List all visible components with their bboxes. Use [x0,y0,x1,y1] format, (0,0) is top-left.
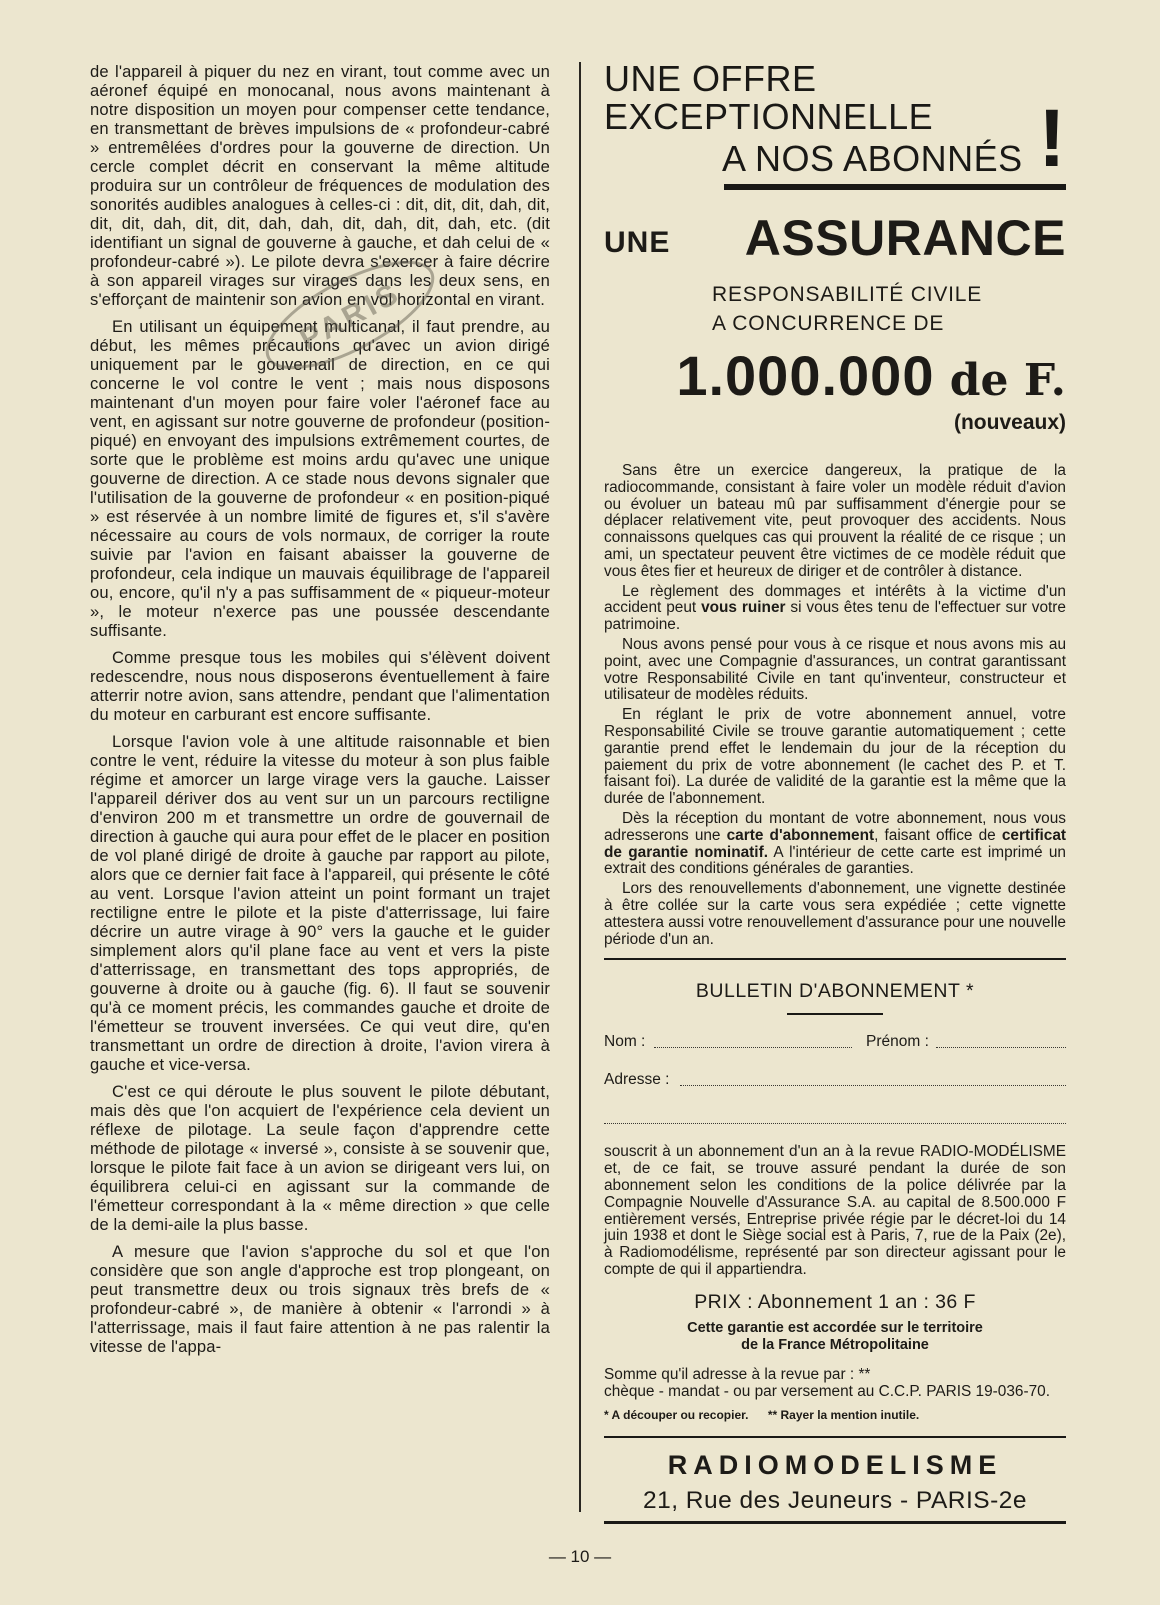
subscription-terms: souscrit à un abonnement d'un an à la revue RADIO-MODÉLISME et, de ce fait, se trouve assuré pendant la durée de son abonnement selon les conditions de la police délivrée par la Compagnie Nouvelle d'Assurance S.A. au capital de 8.500.000 F entièrement versés, Entreprise privée régie par le décret-loi du 14 juin 1938 et dont le Siège social est à Paris, 7, rue de la Paix (2e), à Radiomodélisme, représenté par son directeur agissant pour le compte de qui il appartiendra. [604,1143,1066,1278]
prenom-field[interactable] [936,1035,1066,1048]
footnote-1: * A découper ou recopier. [604,1407,749,1422]
heading-rule [724,184,1066,190]
insurance-subtitle [712,280,1066,338]
offer-heading [604,60,1066,182]
adresse-field-line-2[interactable] [604,1109,1066,1124]
offer-paragraph: Sans être un exercice dangereux, la pratique de la radiocommande, consistant à faire voler un modèle réduit d'avion ou évoluer un bateau mû par suffisamment d'énergie pour se déplacer relativement vite, peut provoquer des accidents. Nous connaissons quelques cas qui prouvent la réalité de ce risque ; un ami, un spectateur peuvent être victimes de ce modèle réduit que vous êtes fier et heureux de diriger et de contrôler à distance. [604,462,1066,580]
name-row [604,1033,1066,1053]
footnotes [604,1408,1066,1422]
column-divider [579,62,581,1512]
prenom-label: Prénom : [866,1033,929,1051]
bulletin-underline [787,1013,883,1015]
insurance-heading [604,210,1066,266]
article-paragraph: En utilisant un équipement multicanal, il faut prendre, au début, les mêmes précautions qu'avec un avion dirigé uniquement par le gouvernail de direction, en ce qui concerne le vol contre le vent ; mais nous disposons maintenant d'un moyen pour faire voler l'aéronef face au vent, en agissant sur notre gouverne de profondeur (position-piqué) en envoyant des impulsions extrêmement courtes, de sorte que le problème est moins ardu qu'avec une unique gouverne de direction. A ce stade nous devons signaler que l'utilisation de la gouverne de profondeur « en position-piqué » est réservée à un nombre limité de figures et, s'il s'avère nécessaire au cours de vols normaux, de corriger la route suivie par l'avion en faisant abaisser la gouverne de profondeur, cela indique un mauvais équilibrage de l'appareil ou, encore, qu'il n'y a pas suffisamment de « piqueur-moteur », le moteur n'exerce pas une poussée descendante suffisante. [90,317,550,640]
territory-line-2: de la France Métropolitaine [741,1336,929,1353]
subtitle-line-1: RESPONSABILITÉ CIVILE [712,283,983,306]
brand-address: 21, Rue des Jeuneurs - PARIS-2e [642,1486,1028,1514]
article-paragraph: de l'appareil à piquer du nez en virant, tout comme avec un aéronef équipé en monocanal, nous avons maintenant à notre disposition un moyen pour compenser cette tendance, en transmettant de brèves impulsions de « profondeur-cabré » entremêlées d'ordres pour la gouverne de direction. Un cercle complet décrit en conservant la même altitude produira sur un contrôleur de fréquences de modulation des sonorités audibles analogues à celles-ci : dit, dit, dit, dah, dit, dit, dit, dah, dit, dit, dah, dah, dit, dah, dit, dah, etc. (dit identifiant un signal de gouverne à gauche, et dah celui de « profondeur-cabré »). Le pilote devra s'exercer à faire décrire à son appareil virages sur virages dans les deux sens, en s'efforçant de maintenir son avion en vol horizontal en virant. [90,62,550,309]
nom-label: Nom : [604,1033,646,1051]
adresse-field[interactable] [680,1073,1066,1086]
article-paragraph: C'est ce qui déroute le plus souvent le pilote débutant, mais dès que l'on acquiert de l'expérience cela devient un réflexe de pilotage. La seule façon d'apprendre cette méthode de pilotage « inversé », consiste à se souvenir que, lorsque le pilote fait face à un avion se dirigeant vers lui, on équilibrera celui-ci en agissant sur la commande de l'émetteur correspondant à la « même direction » que celle de la demi-aile la plus basse. [90,1082,550,1234]
article-paragraph: A mesure que l'avion s'approche du sol et que l'on considère que son angle d'approche est trop plongeant, on peut transmettre deux ou trois signaux très brefs de « profondeur-cabré », de manière à obtenir « l'arrondi » à l'atterrissage, mais il faut faire attention à ne pas ralentir la vitesse de l'appa- [90,1242,550,1356]
offer-paragraph: Nous avons pensé pour vous à ce risque et nous avons mis au point, avec une Compagnie d'assurances, un contrat garantissant votre Responsabilité Civile en tant qu'inventeur, constructeur et utilisateur de modèles réduits. [604,635,1066,704]
footnote-2: ** Rayer la mention inutile. [767,1407,920,1422]
emphasis-text: certificat de garantie nominatif. [604,826,1067,861]
text-run: A l'intérieur de cette carte est imprimé un extrait des conditions générales de garanties. [604,843,1066,878]
insurance-title: ASSURANCE [744,210,1066,266]
emphasis-text: carte d'abonnement [726,826,875,844]
subscription-offer-panel [604,60,1066,1524]
text-run: Le règlement des dommages et intérêts à la victime d'un accident peut [604,582,1066,617]
offer-line-2: EXCEPTIONNELLE [604,96,934,137]
brand-bottom-rule [604,1521,1066,1524]
exclamation-mark: ! [1038,93,1066,184]
adresse-label: Adresse : [604,1071,670,1089]
insurance-une: UNE [604,226,671,259]
address-row [604,1071,1066,1091]
payment-method [604,1366,1066,1400]
article-paragraph: Lorsque l'avion vole à une altitude raisonnable et bien contre le vent, réduire la vitesse du moteur à son plus faible régime et amorcer un large virage vers la gauche. Laisser l'appareil dériver dos au vent sur un un parcours rectiligne d'environ 200 m et transmettre un ordre de gouvernail de direction à gauche qui aura pour effet de le placer en position de vol plané dirigé de droite à gauche par rapport au pilote, alors que ce dernier fait face à l'appareil, qui présente le côté au vent. Lorsque l'avion atteint un point formant un trajet rectiligne entre le pilote et la piste d'atterrissage, lui faire décrire un autre virage à 90° vers la gauche et le guider simplement alors qu'il plane face au vent et vers la piste d'atterrissage, en transmettant des tops appropriés, de gouverne à droite ou à gauche (fig. 6). Il faut se souvenir qu'à ce moment précis, les commandes gauche et droite de l'émetteur se trouvent inversées. Ce qui veut dire, qu'en transmettant un ordre de direction à droite, l'avion virera à gauche et vice-versa. [90,732,550,1074]
bulletin-title: BULLETIN D'ABONNEMENT * [695,980,975,1003]
offer-paragraph [604,584,1066,634]
amount-unit: de F. [934,355,1066,406]
coverage-amount [604,344,1066,409]
page-number: — 10 — [548,1547,612,1566]
payment-line-2: chèque - mandat - ou par versement au C.C.P. PARIS 19-036-70. [604,1382,1050,1400]
emphasis-text: vous ruiner [701,599,786,617]
section-rule [604,958,1066,960]
offer-paragraph: En réglant le prix de votre abonnement annuel, votre Responsabilité Civile se trouve garantie automatiquement ; cette garantie prend effet le lendemain du jour de la réception du paiement du prix de votre abonnement (le cachet des P. et T. faisant foi). La durée de validité de la garantie est la même que la durée de l'abonnement. [604,706,1066,808]
stamp-text: PARIS [294,276,407,357]
offer-body-text [604,463,1066,948]
territory-note [604,1320,1066,1354]
nom-field[interactable] [654,1035,852,1048]
payment-line-1: Somme qu'il adresse à la revue par : ** [604,1365,871,1383]
article-column [90,62,550,1364]
offer-line-3: A NOS ABONNÉS [722,138,1023,179]
amount-value: 1.000.000 [676,344,935,407]
offer-paragraph [604,811,1066,878]
price-line: PRIX : Abonnement 1 an : 36 F [694,1290,976,1313]
offer-line-1: UNE OFFRE [604,58,817,99]
text-run: , faisant office de [874,826,1002,844]
offer-paragraph: Lors des renouvellements d'abonnement, une vignette destinée à être collée sur la carte vous sera expédiée ; cette vignette attestera aussi votre renouvellement d'assurance pour une nouvelle période d'un an. [604,880,1066,948]
text-run: si vous êtes tenu de l'effectuer sur votre patrimoine. [604,599,1066,634]
text-run: Dès la réception du montant de votre abonnement, nous vous adresserons une [604,809,1066,844]
subtitle-line-2: A CONCURRENCE DE [712,312,945,335]
brand-top-rule [604,1436,1066,1438]
currency-note: (nouveaux) [953,411,1066,434]
territory-line-1: Cette garantie est accordée sur le territoire [687,1319,983,1336]
brand-name: RADIOMODELISME [667,1449,1003,1480]
article-paragraph: Comme presque tous les mobiles qui s'élèvent doivent redescendre, nous nous disposerons éventuellement à faire atterrir notre avion, sans attendre, pendant que l'alimentation du moteur en carburant est encore suffisante. [90,648,550,724]
